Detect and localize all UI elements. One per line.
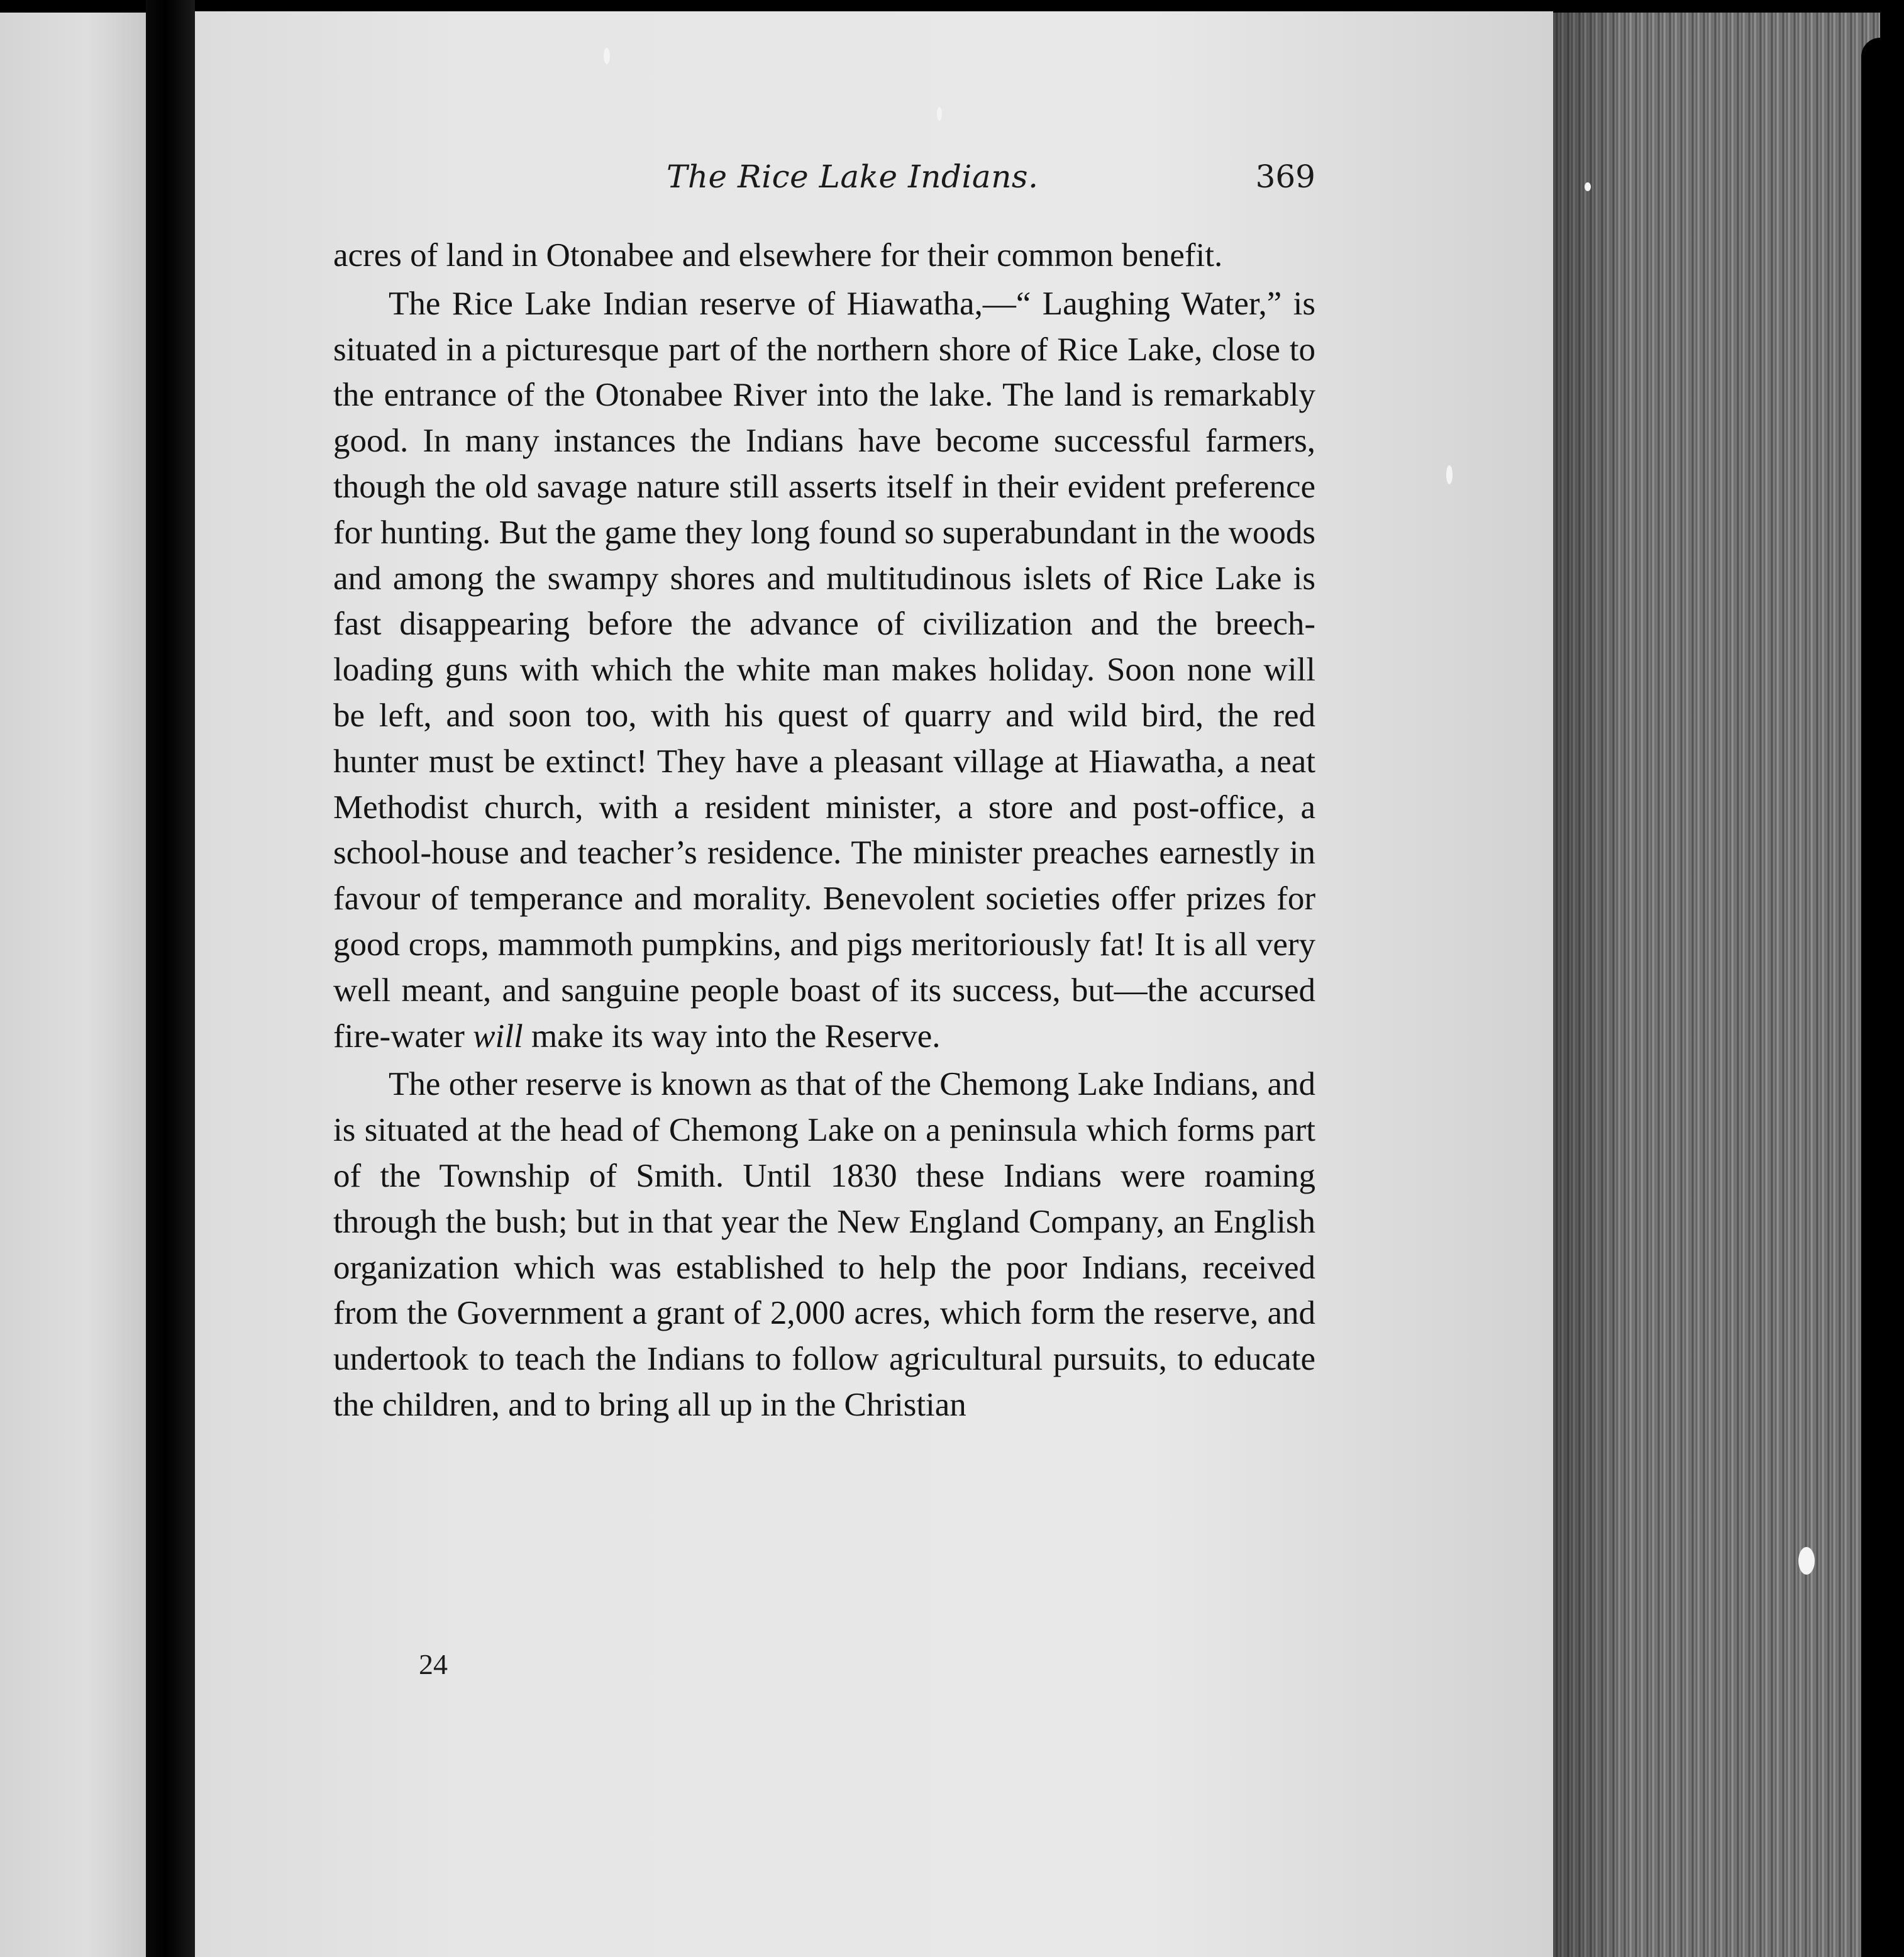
paragraph-continuation: acres of land in Otonabee and elsewhere for their common benefit. bbox=[333, 237, 1223, 274]
dust-speck bbox=[937, 107, 942, 121]
dust-speck bbox=[1446, 465, 1453, 484]
fore-edge-shadow bbox=[1553, 13, 1629, 1957]
scan-background bbox=[1861, 38, 1904, 1957]
running-head bbox=[333, 158, 1315, 209]
paragraph-hiawatha bbox=[333, 281, 1315, 1060]
signature-mark: 24 bbox=[419, 1648, 448, 1680]
paragraph-text: The Rice Lake Indian reserve of Hiawatha,—“ Laughing Water,” is situated in a picturesque part of the northern shore of Rice Lake, close to the entrance of the Otonabee River into the lake. The land is remarkably good. In many instances the Indians have become successful farmers, though the old savage nature still asserts itself in their evident preference for hunting. But the game they long found so superabundant in the woods and among the swampy shores and multitudinous islets of Rice Lake is fast disappearing before the advance of civilization and the breech-loading guns with which the white man makes holiday. Soon none will be left, and soon too, with his quest of quarry and wild bird, the red hunter must be extinct! They have a pleasant village at Hiawatha, a neat Methodist church, with a resident minister, a store and post-office, a school-house and teacher’s residence. The minister preaches earnestly in favour of temperance and morality. Benevolent societies offer prizes for good crops, mammoth pumpkins, and pigs meritoriously fat! It is all very well meant, and sanguine people boast of its success, but—the accursed fire-water bbox=[333, 285, 1315, 1055]
page-number: 369 bbox=[1255, 158, 1315, 195]
emphasis-word: will bbox=[473, 1017, 523, 1055]
facing-page-edge bbox=[0, 13, 146, 1957]
book-gutter bbox=[146, 0, 195, 1957]
paragraph-chemong: The other reserve is known as that of the Chemong Lake Indians, and is situated at the head of Chemong Lake on a peninsula which forms part of the Township of Smith. Until 1830 these Indians were roaming through the bush; but in that year the New England Company, an English organization which was established to help the poor Indians, received from the Government a grant of 2,000 acres, which form the reserve, and undertook to teach the Indians to follow agricultural pursuits, to educate the children, and to bring all up in the Christian bbox=[333, 1066, 1315, 1423]
dust-speck bbox=[604, 48, 610, 64]
paragraph-text-end: make its way into the Reserve. bbox=[531, 1017, 941, 1055]
body-text bbox=[333, 233, 1315, 1428]
dust-speck bbox=[1798, 1547, 1815, 1575]
dust-speck bbox=[1585, 182, 1591, 191]
running-title: The Rice Lake Indians. bbox=[667, 158, 1039, 195]
